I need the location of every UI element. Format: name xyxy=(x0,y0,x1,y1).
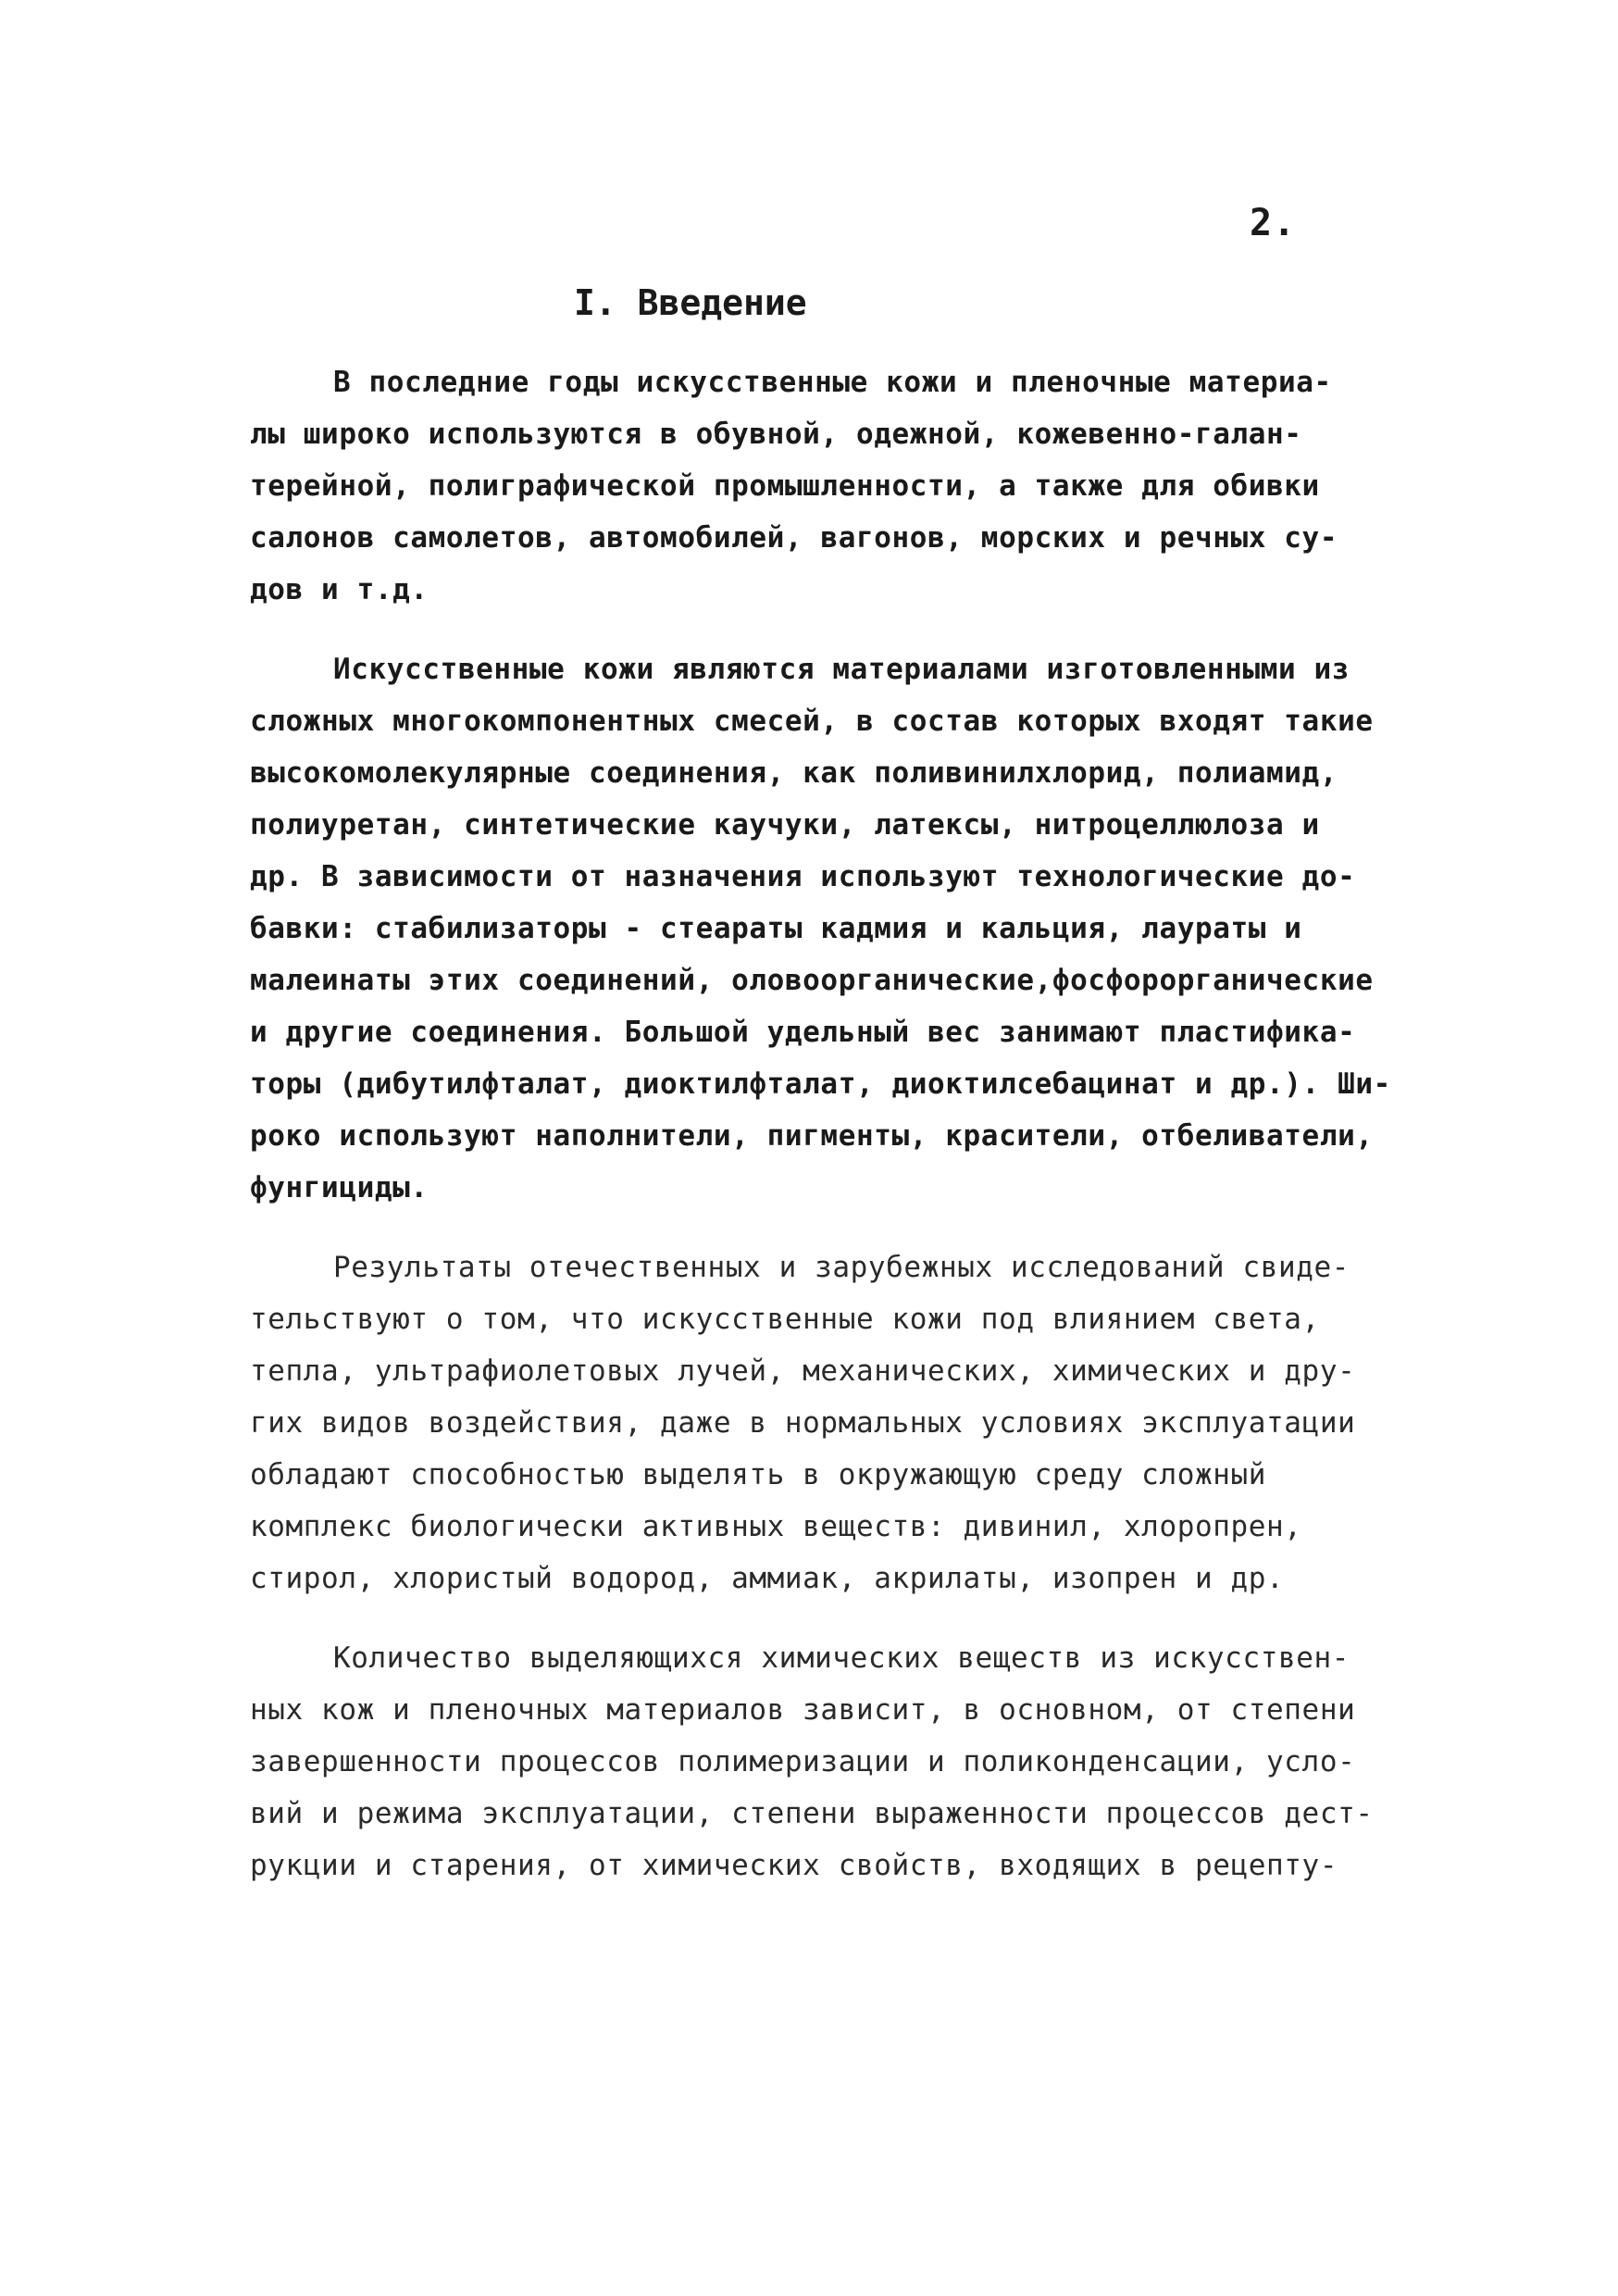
text-line: комплекс биологически активных веществ: дивинил, хлоропрен, xyxy=(250,1510,1302,1543)
paragraph-3 xyxy=(250,1242,1379,1604)
text-line: фунгициды. xyxy=(250,1171,429,1204)
text-line: стирол, хлористый водород, аммиак, акрилаты, изопрен и др. xyxy=(250,1562,1285,1595)
text-line: салонов самолетов, автомобилей, вагонов, морских и речных су- xyxy=(250,521,1338,555)
text-line: дов и т.д. xyxy=(250,573,429,606)
text-line: торы (дибутилфталат, диоктилфталат, диоктилсебацинат и др.). Ши- xyxy=(250,1067,1391,1101)
text-line: полиуретан, синтетические каучуки, латексы, нитроцеллюлоза и xyxy=(250,808,1320,842)
text-line: обладают способностью выделять в окружающую среду сложный xyxy=(250,1458,1267,1491)
paragraph-2 xyxy=(250,643,1391,1214)
text-line: высокомолекулярные соединения, как поливинилхлорид, полиамид, xyxy=(250,756,1338,790)
text-line: лы широко используются в обувной, одежной, кожевенно-галан- xyxy=(250,418,1302,451)
text-line: др. В зависимости от назначения используют технологические до- xyxy=(250,860,1356,893)
text-line: малеинаты этих соединений, оловоорганические,фосфорорганические xyxy=(250,964,1374,997)
text-line: сложных многокомпонентных смесей, в состав которых входят такие xyxy=(250,705,1374,738)
text-line: В последние годы искусственные кожи и пленочные материа- xyxy=(333,366,1332,399)
paragraph-1 xyxy=(250,356,1379,616)
text-line: рукции и старения, от химических свойств, входящих в рецепту- xyxy=(250,1849,1338,1882)
paragraph-4 xyxy=(250,1632,1379,1891)
text-line: Результаты отечественных и зарубежных исследований свиде- xyxy=(333,1251,1350,1284)
section-title: I. Введение xyxy=(574,282,807,323)
text-line: и другие соединения. Большой удельный вес занимают пластифика- xyxy=(250,1016,1356,1049)
text-line: Искусственные кожи являются материалами изготовленными из xyxy=(333,653,1350,686)
text-line: вий и режима эксплуатации, степени выраженности процессов дест- xyxy=(250,1797,1374,1830)
page-number: 2. xyxy=(1250,202,1297,244)
text-line: терейной, полиграфической промышленности, а также для обивки xyxy=(250,469,1320,503)
text-line: ных кож и пленочных материалов зависит, в основном, от степени xyxy=(250,1693,1356,1727)
text-line: завершенности процессов полимеризации и поликонденсации, усло- xyxy=(250,1745,1356,1778)
text-line: Количество выделяющихся химических веществ из искусствен- xyxy=(333,1641,1350,1675)
text-line: гих видов воздействия, даже в нормальных условиях эксплуатации xyxy=(250,1406,1356,1440)
text-line: тепла, ультрафиолетовых лучей, механических, химических и дру- xyxy=(250,1354,1356,1388)
text-line: тельствуют о том, что искусственные кожи под влиянием света, xyxy=(250,1303,1320,1336)
text-line: бавки: стабилизаторы - стеараты кадмия и кальция, лаураты и xyxy=(250,912,1302,945)
text-line: роко используют наполнители, пигменты, красители, отбеливатели, xyxy=(250,1119,1374,1153)
body-text xyxy=(250,356,1391,1891)
